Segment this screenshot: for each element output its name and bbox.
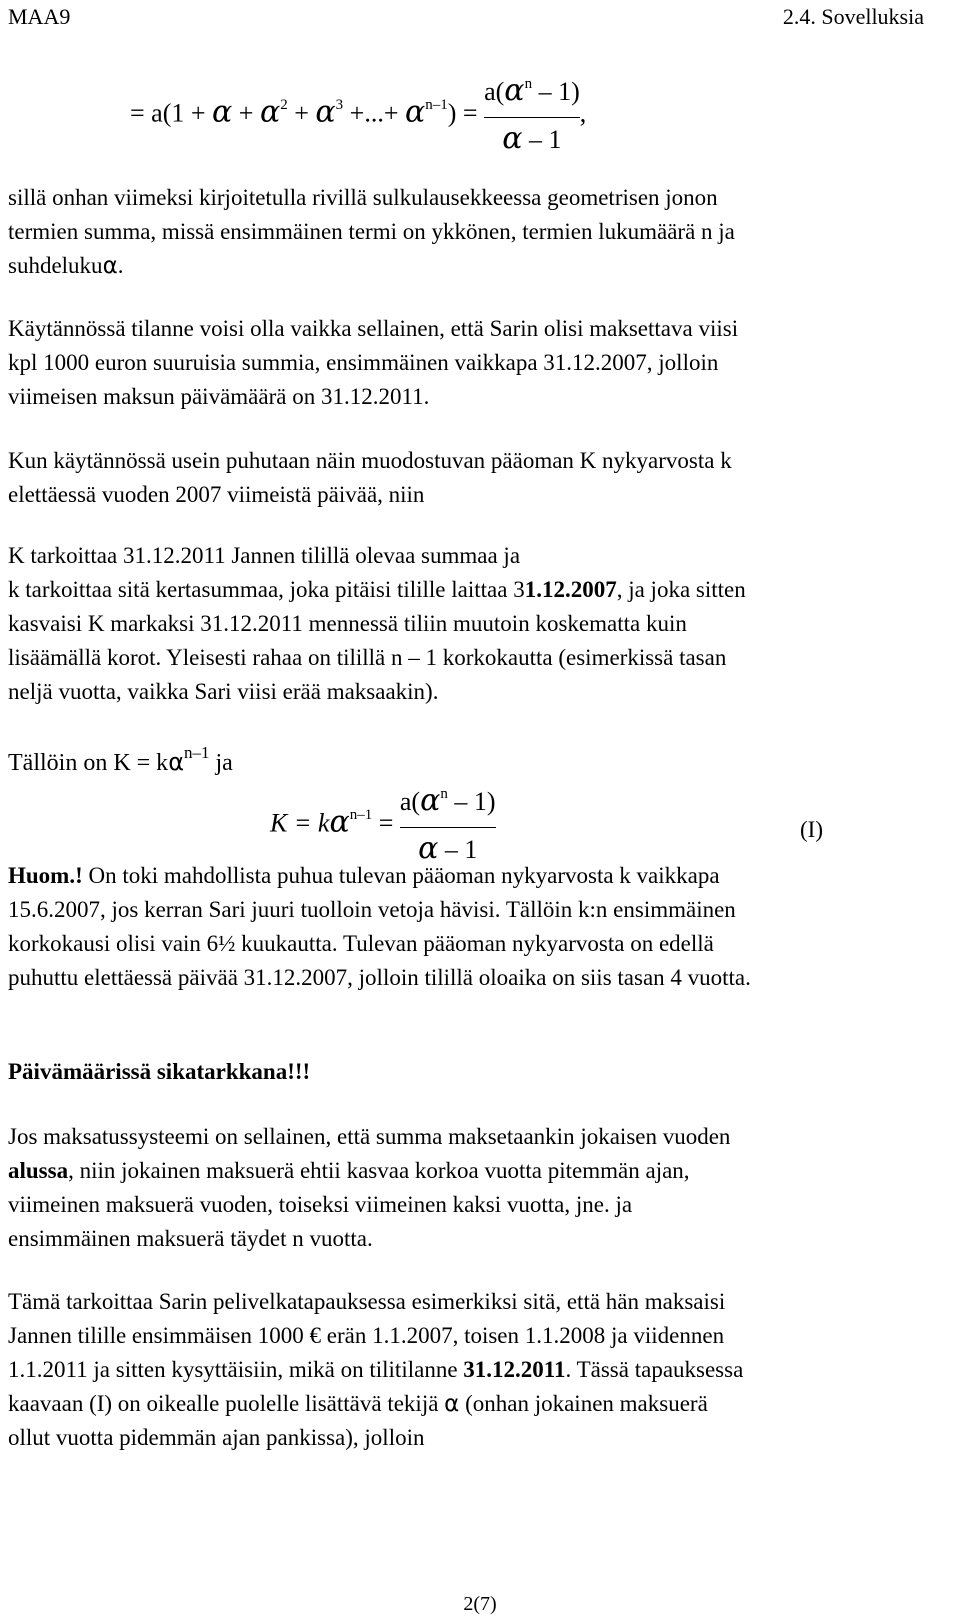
equation-tag: (I) [800, 817, 823, 842]
paragraph-payment-system: Jos maksatussysteemi on sellainen, että summa maksetaankin jokaisen vuoden alussa, niin jokainen maksuerä ehtii kasvaa korkoa vuotta pitemmän ajan, viimeinen maksuerä vuoden, toiseksi viimeinen kaksi vuotta, jne. ja ensimmäinen maksuerä täydet n vuotta. [8, 1124, 731, 1251]
paragraph-note: Huom.! On toki mahdollista puhua tulevan pääoman nykyarvosta k vaikkapa 15.6.2007, jos kerran Sari juuri tuolloin vetoja hävisi. Tällöin k:n ensimmäinen korkokausi olisi vain 6½ kuukautta. Tulevan pääoman nykyarvosta on edellä puhuttu elettäessä päivää 31.12.2007, jolloin tilillä oloaika on siis tasan 4 vuotta. [8, 863, 751, 990]
sum-fraction: $\frac{a(\alpha^n - 1)}{\alpha - 1}$ [484, 73, 580, 156]
paragraph-geometric-series: sillä onhan viimeksi kirjoitetulla rivillä sulkulausekkeessa geometrisen jonon termien summa, missä ensimmäinen termi on ykkönen, termien lukumäärä n ja suhdelukuα. [8, 185, 735, 279]
paragraph-practical-case: Käytännössä tilanne voisi olla vaikka sellainen, että Sarin olisi maksettava viisi kpl 1000 euron suuruisia summia, ensimmäinen vaikkapa 31.12.2007, jolloin viimeisen maksun päivämäärä on 31.12.2011. [8, 316, 739, 409]
present-value-formula: $K = k\alpha^{n-1}$ = $\frac{a(\alpha^n - 1)}{\alpha - 1}$ [270, 782, 496, 869]
geometric-sum-formula: = $a(1 + \alpha + \alpha^2 + \alpha^3$ +...+ $\alpha^{n-1}$) = $\frac{a(\alpha^n - 1)}{\alpha - 1}$ , [130, 72, 586, 159]
then-statement: Tällöin on $K = k\alpha^{n-1}$ ja [8, 743, 233, 776]
paragraph-example: Tämä tarkoittaa Sarin pelivelkatapauksessa esimerkiksi sitä, että hän maksaisi Jannen tilille ensimmäisen 1000 € erän 1.1.2007, toisen 1.1.2008 ja viidennen 1.1.2011 ja sitten kysyttäisiin, mikä on tilitilanne 31.12.2011. Tässä tapauksessa kaavaan (I) on oikealle puolelle lisättävä tekijä α (onhan jokainen maksuerä ollut vuotta pidemmän ajan pankissa), jolloin [8, 1289, 744, 1450]
paragraph-definitions: K tarkoittaa 31.12.2011 Jannen tilillä olevaa summaa ja k tarkoittaa sitä kertasummaa, joka pitäisi tilille laittaa 31.12.2007, ja joka sitten kasvaisi K markaksi 31.12.2011 mennessä tiliin muutoin koskematta kuin lisäämällä korot. Yleisesti rahaa on tilillä n – 1 korkokautta (esimerkissä tasan neljä vuotta, vaikka Sari viisi erää maksaakin). [8, 543, 746, 704]
header-section-title: 2.4. Sovelluksia [782, 4, 924, 29]
fraction-bar [484, 117, 580, 118]
section-heading: Päivämäärissä sikatarkkana!!! [8, 1059, 311, 1084]
fraction-bar [400, 827, 496, 828]
present-value-fraction: $\frac{a(\alpha^n - 1)}{\alpha - 1}$ [399, 783, 496, 866]
paragraph-present-value: Kun käytännössä usein puhutaan näin muodostuvan pääoman K nykyarvosta k elettäessä vuoden 2007 viimeistä päivää, niin [8, 448, 732, 507]
page-number: 2(7) [463, 1593, 497, 1615]
header-course-code: MAA9 [8, 4, 71, 29]
